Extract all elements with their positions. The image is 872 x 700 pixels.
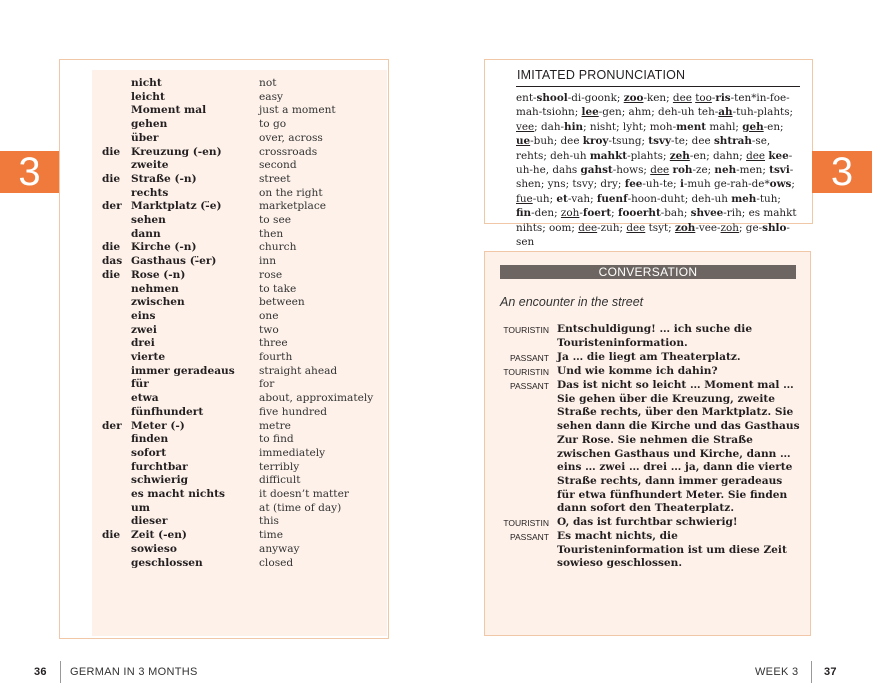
vocab-word: Kreuzung (-en): [131, 145, 222, 158]
vocab-word: sehen: [131, 214, 166, 226]
vocab-article: der: [102, 200, 122, 213]
vocab-row: [92, 474, 387, 488]
vocab-word: zwischen: [131, 296, 185, 309]
pronunciation-segment: tsvi: [769, 164, 790, 177]
pronunciation-segment: kroy: [582, 135, 609, 148]
imitated-pronunciation-title: IMITATED PRONUNCIATION: [517, 68, 686, 82]
pronunciation-segment: ;: [611, 207, 618, 220]
pronunciation-segment: -rih; es mahkt nihts; oom;: [516, 207, 797, 234]
speaker-label: PASSANT: [509, 381, 549, 391]
vocab-translation: church: [259, 241, 297, 254]
pronunciation-segment: dee: [578, 221, 598, 234]
vocab-translation: to go: [259, 118, 287, 131]
pronunciation-segment: shool: [536, 92, 568, 104]
vocab-article: die: [102, 172, 121, 185]
vocab-translation: inn: [259, 255, 277, 268]
vocab-translation: terribly: [259, 460, 300, 473]
pronunciation-segment: ; ge-: [738, 221, 763, 234]
vocab-row: [92, 269, 387, 283]
vocab-word: nicht: [131, 77, 162, 89]
pronunciation-segment: foert: [582, 207, 612, 220]
vocab-word: drei: [131, 337, 155, 350]
pronunciation-segment: -en; dahn;: [689, 149, 747, 162]
vocab-article: die: [102, 529, 121, 542]
vocab-word: zwei: [131, 323, 157, 336]
pronunciation-segment: -vah;: [567, 192, 597, 205]
vocab-translation: street: [259, 172, 291, 185]
vocab-row: [92, 529, 387, 543]
vocab-row: [92, 228, 387, 242]
vocab-translation: anyway: [259, 542, 300, 555]
vocab-word: Straße (-n): [131, 172, 197, 185]
pronunciation-segment: -shen; yns; tsvy; dry;: [516, 164, 794, 191]
vocab-row: [92, 118, 387, 132]
vocab-translation: two: [259, 323, 279, 336]
vocab-row: [92, 104, 387, 118]
pronunciation-segment: zoh: [560, 207, 580, 220]
pronunciation-segment: ows: [769, 178, 792, 191]
pronunciation-segment: -bah;: [660, 207, 691, 220]
pronunciation-segment: -muh ge-rah-de*: [683, 178, 770, 191]
dialogue-text: Es macht nichts, die Touristeninformation ist um diese Zeit sowieso geschlossen.: [557, 530, 787, 570]
vocab-row: [92, 351, 387, 365]
vocab-row: [92, 420, 387, 434]
vocab-row: [92, 461, 387, 475]
title-rule: [516, 86, 800, 87]
pronunciation-segment: meh: [731, 192, 757, 205]
pronunciation-segment: hin: [564, 120, 584, 133]
vocab-word: dieser: [131, 515, 168, 528]
vocab-translation: this: [259, 515, 279, 528]
pronunciation-segment: i: [679, 178, 684, 191]
pronunciation-segment: ment: [676, 120, 707, 133]
pronunciation-segment: tsvy: [648, 135, 672, 148]
dialogue-text: O, das ist furchtbar schwierig!: [557, 516, 738, 528]
vocab-word: leicht: [131, 90, 165, 103]
left-running-title: GERMAN IN 3 MONTHS: [70, 666, 198, 678]
pronunciation-segment: -ken;: [643, 92, 673, 104]
vocab-row: [92, 365, 387, 379]
vocab-row: [92, 241, 387, 255]
pronunciation-segment: fin: [516, 207, 532, 220]
pronunciation-segment: neh: [714, 164, 737, 177]
pronunciation-segment: shtrah: [713, 135, 752, 148]
vocab-article: die: [102, 145, 121, 158]
pronunciation-segment: dee: [626, 221, 646, 234]
pronunciation-segment: -ze;: [692, 164, 715, 177]
vocab-word: furchtbar: [131, 460, 188, 473]
vocab-translation: rose: [259, 268, 283, 281]
pronunciation-segment: tsyt;: [645, 221, 675, 234]
vocab-word: Moment mal: [131, 104, 207, 117]
vocab-row: [92, 91, 387, 105]
vocabulary-list: [92, 70, 387, 636]
pronunciation-segment: -: [711, 92, 716, 104]
pronunciation-segment: zeh: [669, 149, 690, 162]
vocab-word: Gasthaus (-̈er): [131, 255, 217, 268]
vocab-translation: five hundred: [259, 405, 328, 418]
pronunciation-segment: -vee-: [695, 221, 721, 234]
vocab-word: Marktplatz (-̈e): [131, 200, 222, 213]
vocab-word: fünfhundert: [131, 405, 204, 418]
pronunciation-segment: -sen: [516, 221, 790, 249]
speaker-label: TOURISTIN: [503, 518, 549, 528]
pronunciation-segment: zoo: [623, 92, 644, 104]
vocab-word: gehen: [131, 118, 168, 131]
speaker-label: PASSANT: [509, 353, 549, 363]
vocab-translation: crossroads: [259, 145, 318, 158]
vocab-translation: to see: [259, 214, 291, 226]
vocab-word: es macht nichts: [131, 488, 225, 500]
chapter-tab-left: 3: [0, 151, 59, 193]
vocab-word: vierte: [131, 351, 166, 363]
pronunciation-segment: -uh-he, dahs: [516, 149, 793, 177]
pronunciation-segment: -di-goonk;: [567, 92, 624, 104]
vocab-translation: one: [259, 309, 279, 322]
pronunciation-segment: -plahts;: [627, 149, 670, 162]
dialogue-text: Und wie komme ich dahin?: [557, 365, 718, 377]
pronunciation-segment: -men;: [736, 164, 770, 177]
vocab-article: das: [102, 255, 123, 268]
vocab-word: um: [131, 501, 150, 514]
pronunciation-segment: -hows;: [612, 164, 651, 177]
pronunciation-segment: -gen; ahm; deh-uh teh-: [598, 106, 719, 119]
pronunciation-segment: kee: [768, 149, 789, 162]
vocab-article: die: [102, 241, 121, 254]
vocab-translation: time: [259, 529, 283, 542]
vocab-word: über: [131, 131, 159, 144]
vocab-translation: closed: [259, 556, 294, 569]
pronunciation-segment: geh: [742, 120, 764, 133]
vocab-word: sowieso: [131, 542, 177, 555]
vocab-translation: marketplace: [259, 200, 327, 213]
vocab-translation: immediately: [259, 446, 326, 459]
vocab-translation: about, approximately: [259, 392, 374, 405]
vocab-row: [92, 324, 387, 338]
pronunciation-segment: ent-: [516, 92, 537, 104]
vocab-word: für: [131, 378, 149, 391]
pronunciation-segment: zoh: [674, 221, 696, 234]
speaker-label: PASSANT: [509, 532, 549, 542]
vocab-row: [92, 255, 387, 269]
vocab-translation: metre: [259, 419, 291, 432]
dialogue-text: Ja … die liegt am Theaterplatz.: [557, 351, 741, 363]
vocab-translation: between: [259, 296, 305, 309]
speaker-label: TOURISTIN: [503, 325, 549, 335]
pronunciation-segment: -se, rehts; deh-uh: [516, 135, 771, 162]
pronunciation-segment: shlo: [762, 221, 787, 234]
chapter-tab-right: 3: [812, 151, 872, 193]
vocab-translation: second: [259, 159, 297, 172]
pronunciation-segment: et: [556, 192, 568, 205]
vocab-article: der: [102, 419, 122, 432]
pronunciation-segment: zoh: [720, 221, 739, 234]
vocab-row: [92, 200, 387, 214]
pronunciation-segment: -den;: [531, 207, 561, 220]
vocab-translation: fourth: [259, 351, 293, 363]
vocab-row: [92, 406, 387, 420]
pronunciation-segment: shvee: [690, 207, 724, 220]
pronunciation-segment: fue: [516, 192, 533, 205]
conversation-title: CONVERSATION: [500, 265, 796, 279]
vocab-row: [92, 557, 387, 571]
vocab-word: rechts: [131, 186, 169, 199]
left-page-number: 36: [34, 666, 47, 678]
pronunciation-segment: -tuh-plahts;: [732, 106, 794, 119]
pronunciation-segment: dee: [746, 149, 766, 162]
pronunciation-segment: -ten*in-foe-mah-tsiohn;: [516, 92, 790, 119]
vocab-translation: at (time of day): [259, 501, 342, 514]
vocab-row: [92, 433, 387, 447]
vocab-row: [92, 502, 387, 516]
pronunciation-segment: ris: [715, 92, 731, 104]
pronunciation-segment: ue: [516, 135, 531, 148]
vocab-word: Rose (-n): [131, 268, 186, 281]
pronunciation-segment: lee: [581, 106, 599, 119]
vocab-row: [92, 378, 387, 392]
vocab-translation: not: [259, 77, 277, 89]
vocab-article: die: [102, 268, 121, 281]
vocab-word: geschlossen: [131, 556, 203, 569]
vocab-row: [92, 310, 387, 324]
pronunciation-segment: -buh; dee: [530, 135, 583, 148]
vocab-row: [92, 296, 387, 310]
vocab-translation: to find: [259, 433, 294, 446]
pronunciation-segment: ;: [791, 178, 795, 191]
vocab-translation: just a moment: [259, 104, 336, 117]
vocab-translation: to take: [259, 282, 297, 295]
dialogue-text: Das ist nicht so leicht … Moment mal … Sie gehen über die Kreuzung, zweite Straße rechts, über den Marktplatz. Sie sehen dann die Kirche und das Gasthaus Zur Rose. Sie nehmen die Straße zwischen Gasthaus und Kirche, dann … eins … zwei … drei … ja, dann die vierte Straße rechts, dann immer geradeaus für etwa fünfhundert Meter. Sie finden dann sofort den Theaterplatz.: [557, 379, 800, 515]
vocab-row: [92, 543, 387, 557]
vocab-word: eins: [131, 309, 156, 322]
footer-divider-right: [811, 661, 812, 683]
pronunciation-segment: mahkt: [589, 149, 628, 162]
vocab-word: etwa: [131, 392, 159, 405]
vocab-translation: it doesn’t matter: [259, 488, 349, 500]
vocab-row: [92, 488, 387, 502]
vocab-row: [92, 159, 387, 173]
vocab-row: [92, 283, 387, 297]
vocab-translation: then: [259, 227, 284, 240]
vocab-row: [92, 187, 387, 201]
imitated-pronunciation-text: [516, 91, 802, 249]
vocab-row: [92, 392, 387, 406]
vocab-word: immer geradeaus: [131, 364, 235, 377]
pronunciation-segment: -te; dee: [671, 135, 714, 148]
vocab-word: schwierig: [131, 474, 189, 487]
pronunciation-segment: -tsung;: [608, 135, 649, 148]
pronunciation-segment: fee: [624, 178, 643, 191]
vocab-row: [92, 173, 387, 187]
vocab-word: Zeit (-en): [131, 529, 187, 542]
footer-divider-left: [60, 661, 61, 683]
vocab-word: Kirche (-n): [131, 241, 197, 254]
pronunciation-segment: -zuh;: [597, 221, 627, 234]
vocab-word: nehmen: [131, 282, 179, 295]
pronunciation-segment: fuenf: [596, 192, 628, 205]
vocab-row: [92, 77, 387, 91]
vocab-row: [92, 146, 387, 160]
vocab-word: Meter (-): [131, 419, 185, 432]
vocab-row: [92, 447, 387, 461]
pronunciation-segment: dee: [672, 92, 692, 104]
pronunciation-segment: roh: [672, 164, 693, 177]
pronunciation-segment: gahst: [580, 164, 613, 177]
pronunciation-segment: fooerht: [617, 207, 661, 220]
vocab-translation: straight ahead: [259, 364, 338, 377]
vocab-row: [92, 214, 387, 228]
pronunciation-segment: dee: [650, 164, 670, 177]
pronunciation-segment: ah: [718, 106, 733, 119]
vocab-row: [92, 132, 387, 146]
pronunciation-segment: vee: [516, 120, 535, 133]
vocab-word: sofort: [131, 446, 167, 459]
dialogue-text: Entschuldigung! … ich suche die Touristeninformation.: [557, 323, 753, 349]
vocab-row: [92, 515, 387, 529]
pronunciation-segment: -hoon-duht; deh-uh: [627, 192, 732, 205]
pronunciation-segment: ; dah-: [534, 120, 565, 133]
pronunciation-segment: -en;: [763, 120, 784, 133]
vocab-translation: difficult: [259, 474, 301, 487]
vocab-word: finden: [131, 433, 169, 446]
right-page-number: 37: [824, 666, 837, 678]
pronunciation-segment: ; nisht; lyht; moh-: [583, 120, 677, 133]
vocab-translation: for: [259, 378, 275, 391]
vocab-row: [92, 337, 387, 351]
vocab-translation: over, across: [259, 131, 323, 144]
conversation-subtitle: An encounter in the street: [500, 295, 644, 309]
vocab-word: dann: [131, 227, 161, 240]
pronunciation-segment: -uh-te;: [642, 178, 680, 191]
pronunciation-segment: mahl;: [706, 120, 743, 133]
pronunciation-segment: too: [695, 92, 712, 104]
pronunciation-segment: -: [579, 207, 583, 220]
vocab-word: zweite: [131, 159, 169, 172]
right-running-title: WEEK 3: [755, 666, 799, 678]
vocab-translation: on the right: [259, 186, 323, 199]
pronunciation-segment: -tuh;: [756, 192, 781, 205]
vocab-translation: easy: [259, 90, 284, 103]
speaker-label: TOURISTIN: [503, 367, 549, 377]
vocab-translation: three: [259, 337, 288, 350]
pronunciation-segment: -uh;: [532, 192, 557, 205]
